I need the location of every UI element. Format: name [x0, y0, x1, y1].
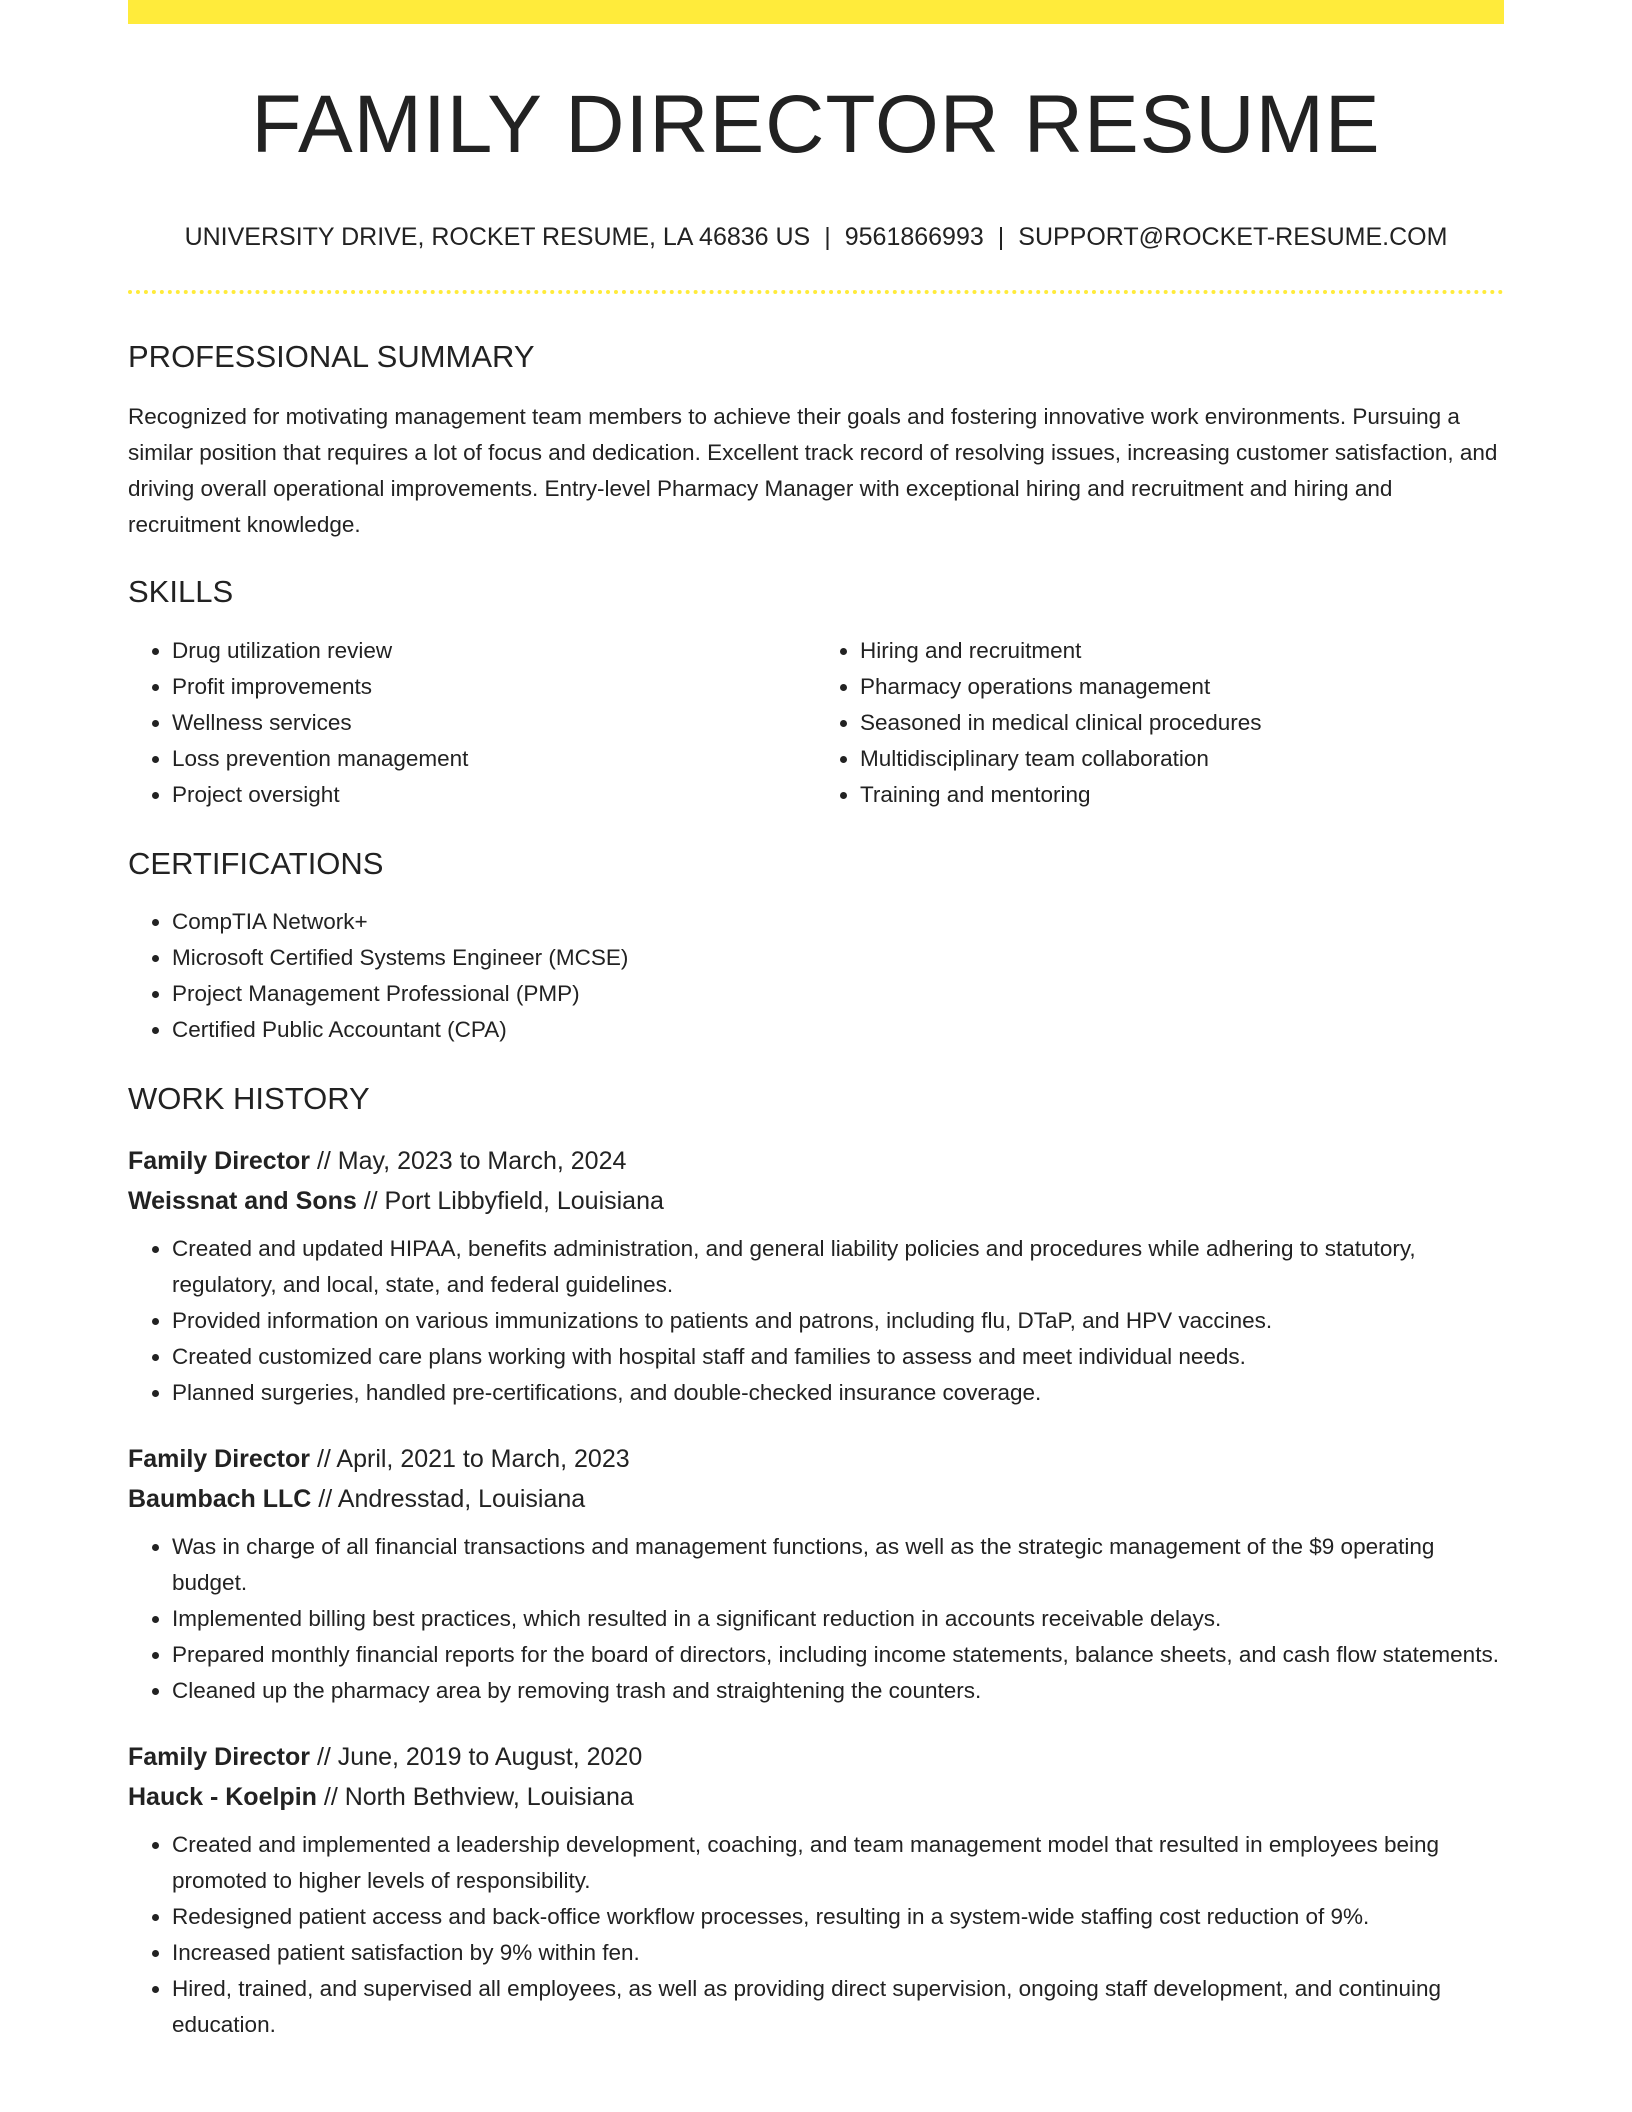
duty-item: • Implemented billing best practices, which resulted in a significant reduction in accounts receivable delays.	[172, 1601, 1504, 1637]
job-duties	[128, 1827, 1504, 2043]
skill-item: • Seasoned in medical clinical procedures	[860, 705, 1504, 741]
certification-item: • Certified Public Accountant (CPA)	[172, 1012, 1504, 1048]
certifications-list	[128, 904, 1504, 1048]
duty-item: • Created and updated HIPAA, benefits administration, and general liability policies and procedures while adhering to statutory, regulatory, and local, state, and federal guidelines.	[172, 1231, 1504, 1303]
job-duties	[128, 1529, 1504, 1709]
certifications-heading: CERTIFICATIONS	[128, 845, 384, 881]
summary-heading: PROFESSIONAL SUMMARY	[128, 339, 535, 375]
job-title-line	[128, 1439, 1504, 1479]
skill-item: • Multidisciplinary team collaboration	[860, 741, 1504, 777]
resume-page	[128, 0, 1504, 2043]
duty-item: • Prepared monthly financial reports for the board of directors, including income statements, balance sheets, and cash flow statements.	[172, 1637, 1504, 1673]
job-company: Weissnat and Sons	[128, 1187, 357, 1216]
contact-email: SUPPORT@ROCKET-RESUME.COM	[1018, 223, 1448, 252]
duty-item: • Hired, trained, and supervised all employees, as well as providing direct supervision, ongoing staff development, and continuing education.	[172, 1971, 1504, 2043]
skill-item: • Project oversight	[172, 777, 816, 813]
duty-item: • Created customized care plans working with hospital staff and families to assess and meet individual needs.	[172, 1339, 1504, 1375]
job-role: Family Director	[128, 1743, 311, 1772]
duty-item: • Provided information on various immunizations to patients and patrons, including flu, DTaP, and HPV vaccines.	[172, 1303, 1504, 1339]
work-history-heading: WORK HISTORY	[128, 1080, 370, 1116]
resume-title: FAMILY DIRECTOR RESUME	[251, 79, 1381, 170]
skills-heading: SKILLS	[128, 574, 234, 610]
skill-item: • Wellness services	[172, 705, 816, 741]
job-role: Family Director	[128, 1147, 311, 1176]
skill-item: • Loss prevention management	[172, 741, 816, 777]
skill-item: • Training and mentoring	[860, 777, 1504, 813]
job-company: Hauck - Koelpin	[128, 1783, 317, 1812]
contact-separator: |	[997, 223, 1005, 252]
dotted-divider	[128, 290, 1504, 294]
contact-line	[128, 222, 1504, 252]
skill-item: • Hiring and recruitment	[860, 633, 1504, 669]
duty-item: • Was in charge of all financial transactions and management functions, as well as the strategic management of the $9 operating budget.	[172, 1529, 1504, 1601]
summary-text: Recognized for motivating management team members to achieve their goals and fostering innovative work environments. Pursuing a similar position that requires a lot of focus and dedication. Excellent track record of resolving issues, increasing customer satisfaction, and driving overall operational improvements. Entry-level Pharmacy Manager with exceptional hiring and recruitment and hiring and recruitment knowledge.	[128, 404, 1498, 538]
job-location: // North Bethview, Louisiana	[316, 1783, 634, 1812]
skill-item: • Drug utilization review	[172, 633, 816, 669]
certification-item: • CompTIA Network+	[172, 904, 1504, 940]
job-company-line	[128, 1479, 1504, 1519]
duty-item: • Cleaned up the pharmacy area by removing trash and straightening the counters.	[172, 1673, 1504, 1709]
job-location: // Andresstad, Louisiana	[311, 1485, 586, 1514]
job-title-line	[128, 1737, 1504, 1777]
job-dates: // June, 2019 to August, 2020	[310, 1743, 643, 1772]
duty-item: • Created and implemented a leadership development, coaching, and team management model that resulted in employees being promoted to higher levels of responsibility.	[172, 1827, 1504, 1899]
job-company-line	[128, 1181, 1504, 1221]
job-location: // Port Libbyfield, Louisiana	[356, 1187, 664, 1216]
contact-phone: 9561866993	[844, 223, 984, 252]
duty-item: • Increased patient satisfaction by 9% within fen.	[172, 1935, 1504, 1971]
job-title-line	[128, 1141, 1504, 1181]
skills-column-left	[128, 633, 816, 813]
job-duties	[128, 1231, 1504, 1411]
job-role: Family Director	[128, 1445, 311, 1474]
job-entry	[128, 1439, 1504, 1709]
duty-item: • Planned surgeries, handled pre-certifications, and double-checked insurance coverage.	[172, 1375, 1504, 1411]
top-accent-bar	[128, 0, 1504, 24]
skill-item: • Pharmacy operations management	[860, 669, 1504, 705]
duty-item: • Redesigned patient access and back-office workflow processes, resulting in a system-wide staffing cost reduction of 9%.	[172, 1899, 1504, 1935]
contact-separator: |	[824, 223, 831, 252]
job-dates: // April, 2021 to March, 2023	[310, 1445, 630, 1474]
job-company-line	[128, 1777, 1504, 1817]
job-entry	[128, 1141, 1504, 1411]
skill-item: • Profit improvements	[172, 669, 816, 705]
job-dates: // May, 2023 to March, 2024	[310, 1147, 627, 1176]
certification-item: • Project Management Professional (PMP)	[172, 976, 1504, 1012]
certification-item: • Microsoft Certified Systems Engineer (MCSE)	[172, 940, 1504, 976]
skills-column-right	[816, 633, 1504, 813]
job-entry	[128, 1737, 1504, 2043]
skills-list	[128, 633, 1504, 813]
job-company: Baumbach LLC	[128, 1485, 312, 1514]
contact-address: UNIVERSITY DRIVE, ROCKET RESUME, LA 46836 US	[184, 223, 811, 252]
